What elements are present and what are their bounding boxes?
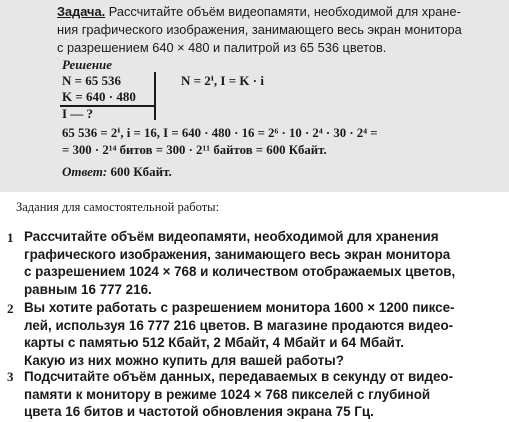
answer-line (62, 164, 172, 180)
task-1-line: Рассчитайте объём видеопамяти, необходимой для хранения (24, 229, 439, 244)
given-i: I — ? (62, 106, 94, 121)
answer-label: Ответ: (62, 164, 108, 179)
given-separator (60, 105, 154, 107)
task-2-line: лей, используя 16 777 216 цветов. В магазине продаются видео- (24, 317, 454, 333)
task-statement-line-3: с разрешением 640 × 480 и палитрой из 65 536 цветов. (57, 40, 387, 55)
task-statement-line-2: ния графического изображения, занимающего весь экран монитора (57, 22, 462, 37)
task-1-text (24, 228, 455, 298)
task-3-line: памяти к монитору в режиме 1024 × 768 пикселей с глубиной (24, 386, 431, 402)
task-1-number: 1 (7, 230, 14, 245)
calculation-line-1: 65 536 = 2ⁱ, i = 16, I = 640 · 480 · 16 = 2⁶ · 10 · 2⁴ · 30 · 2⁴ = (62, 126, 378, 140)
task-text-1: Рассчитайте объём видеопамяти, необходимой для хране- (105, 4, 461, 19)
task-label: Задача. (57, 4, 106, 19)
answer-value: 600 Кбайт. (107, 164, 172, 179)
task-3-number: 3 (7, 369, 14, 384)
task-1-line: равным 16 777 216. (24, 281, 152, 297)
task-statement-line-1 (57, 4, 461, 19)
task-2-text (24, 299, 455, 369)
calculation-line-2: = 300 · 2¹⁴ битов = 300 · 2¹¹ байтов = 600 Кбайт. (62, 143, 327, 157)
task-1-line: графического изображения, занимающего весь экран монитора (24, 246, 451, 262)
given-divider (154, 72, 156, 120)
task-2-line: карты с памятью 512 Кбайт, 2 Мбайт, 4 Мбайт и 64 Мбайт. (24, 335, 404, 351)
task-2-number: 2 (7, 301, 14, 316)
task-3-line: цвета 16 битов и частотой обновления экрана 75 Гц. (24, 404, 374, 420)
task-3-line: Подсчитайте объём данных, передаваемых в секунду от видео- (24, 369, 454, 384)
task-3-text (24, 368, 453, 421)
solution-formula: N = 2ⁱ, I = K · i (181, 73, 264, 88)
solution-heading: Решение (62, 57, 113, 72)
task-1-line: с разрешением 1024 × 768 и количеством отображаемых цветов, (24, 264, 456, 280)
task-2-line: Вы хотите работать с разрешением монитора 1600 × 1200 пиксе- (24, 300, 455, 315)
task-2-line: Какую из них можно купить для вашей работы? (24, 352, 344, 368)
given-n: N = 65 536 (62, 73, 122, 88)
section-title: Задания для самостоятельной работы: (16, 200, 220, 214)
given-k: K = 640 · 480 (62, 89, 136, 104)
